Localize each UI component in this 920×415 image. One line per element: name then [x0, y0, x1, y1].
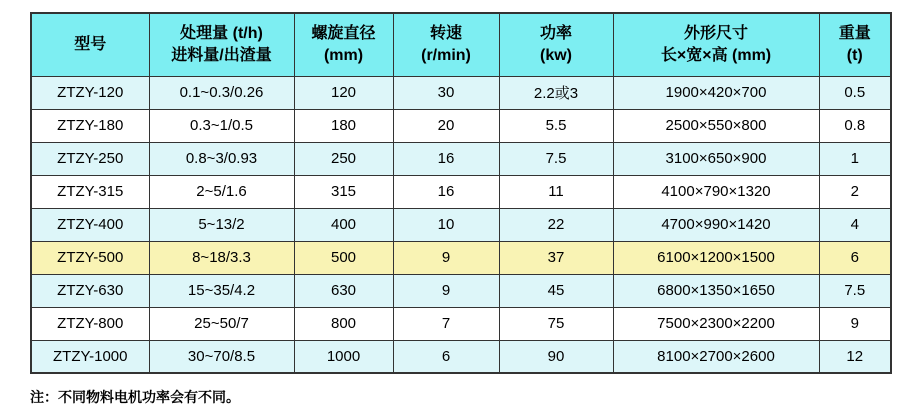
cell-model: ZTZY-630 — [31, 274, 149, 307]
table-row — [31, 76, 891, 109]
cell-power: 7.5 — [499, 142, 613, 175]
cell-model: ZTZY-1000 — [31, 340, 149, 373]
header-line1: 螺旋直径 — [311, 24, 376, 42]
cell-dimensions: 2500×550×800 — [613, 109, 819, 142]
spec-table-container — [30, 12, 890, 407]
table-row — [31, 208, 891, 241]
cell-model: ZTZY-315 — [31, 175, 149, 208]
cell-power: 5.5 — [499, 109, 613, 142]
header-line1: 功率 — [539, 24, 572, 42]
cell-model: ZTZY-500 — [31, 241, 149, 274]
spec-table-body — [31, 76, 891, 373]
cell-diameter: 250 — [294, 142, 393, 175]
cell-diameter: 800 — [294, 307, 393, 340]
table-row — [31, 241, 891, 274]
cell-power: 2.2或3 — [499, 76, 613, 109]
cell-capacity: 30~70/8.5 — [149, 340, 294, 373]
cell-speed: 20 — [393, 109, 499, 142]
cell-dimensions: 8100×2700×2600 — [613, 340, 819, 373]
cell-weight: 12 — [819, 340, 891, 373]
cell-weight: 2 — [819, 175, 891, 208]
cell-capacity: 0.3~1/0.5 — [149, 109, 294, 142]
cell-weight: 9 — [819, 307, 891, 340]
header-line2: 长×宽×高 (mm) — [660, 46, 772, 64]
cell-model: ZTZY-250 — [31, 142, 149, 175]
cell-power: 75 — [499, 307, 613, 340]
cell-weight: 0.8 — [819, 109, 891, 142]
cell-power: 37 — [499, 241, 613, 274]
cell-diameter: 120 — [294, 76, 393, 109]
cell-weight: 0.5 — [819, 76, 891, 109]
table-row — [31, 109, 891, 142]
cell-dimensions: 3100×650×900 — [613, 142, 819, 175]
header-line2: (r/min) — [421, 46, 471, 64]
header-row — [31, 13, 891, 76]
table-row — [31, 340, 891, 373]
cell-speed: 16 — [393, 142, 499, 175]
cell-capacity: 8~18/3.3 — [149, 241, 294, 274]
table-row — [31, 142, 891, 175]
header-line1: 转速 — [429, 24, 462, 42]
footnote: 注：不同物料电机功率会有不同。 — [30, 389, 240, 405]
cell-dimensions: 1900×420×700 — [613, 76, 819, 109]
cell-diameter: 630 — [294, 274, 393, 307]
cell-diameter: 400 — [294, 208, 393, 241]
header-line2: (t) — [846, 46, 863, 64]
cell-speed: 9 — [393, 274, 499, 307]
table-row — [31, 274, 891, 307]
column-header-weight — [819, 13, 891, 76]
header-line1: 重量 — [838, 24, 871, 42]
cell-capacity: 0.1~0.3/0.26 — [149, 76, 294, 109]
cell-dimensions: 6800×1350×1650 — [613, 274, 819, 307]
cell-weight: 1 — [819, 142, 891, 175]
column-header-power — [499, 13, 613, 76]
cell-model: ZTZY-120 — [31, 76, 149, 109]
cell-speed: 9 — [393, 241, 499, 274]
cell-dimensions: 6100×1200×1500 — [613, 241, 819, 274]
cell-model: ZTZY-400 — [31, 208, 149, 241]
column-header-speed — [393, 13, 499, 76]
cell-capacity: 25~50/7 — [149, 307, 294, 340]
cell-model: ZTZY-800 — [31, 307, 149, 340]
cell-diameter: 180 — [294, 109, 393, 142]
cell-dimensions: 4100×790×1320 — [613, 175, 819, 208]
header-line1: 型号 — [74, 35, 107, 53]
column-header-capacity — [149, 13, 294, 76]
cell-speed: 6 — [393, 340, 499, 373]
cell-dimensions: 7500×2300×2200 — [613, 307, 819, 340]
header-line1: 处理量 (t/h) — [180, 24, 263, 42]
cell-diameter: 315 — [294, 175, 393, 208]
cell-power: 45 — [499, 274, 613, 307]
spec-table — [30, 12, 892, 374]
cell-speed: 30 — [393, 76, 499, 109]
column-header-model — [31, 13, 149, 76]
cell-weight: 6 — [819, 241, 891, 274]
cell-diameter: 500 — [294, 241, 393, 274]
cell-speed: 10 — [393, 208, 499, 241]
cell-speed: 16 — [393, 175, 499, 208]
cell-power: 90 — [499, 340, 613, 373]
column-header-dimensions — [613, 13, 819, 76]
header-line2: (mm) — [323, 46, 364, 64]
header-line1: 外形尺寸 — [683, 24, 748, 42]
cell-capacity: 15~35/4.2 — [149, 274, 294, 307]
cell-model: ZTZY-180 — [31, 109, 149, 142]
cell-capacity: 5~13/2 — [149, 208, 294, 241]
cell-power: 22 — [499, 208, 613, 241]
header-line2: 进料量/出渣量 — [171, 46, 272, 64]
header-line2: (kw) — [540, 46, 572, 64]
column-header-diameter — [294, 13, 393, 76]
cell-power: 11 — [499, 175, 613, 208]
cell-capacity: 2~5/1.6 — [149, 175, 294, 208]
table-row — [31, 175, 891, 208]
cell-capacity: 0.8~3/0.93 — [149, 142, 294, 175]
table-row — [31, 307, 891, 340]
cell-diameter: 1000 — [294, 340, 393, 373]
spec-table-header — [31, 13, 891, 76]
cell-weight: 4 — [819, 208, 891, 241]
cell-dimensions: 4700×990×1420 — [613, 208, 819, 241]
cell-weight: 7.5 — [819, 274, 891, 307]
cell-speed: 7 — [393, 307, 499, 340]
